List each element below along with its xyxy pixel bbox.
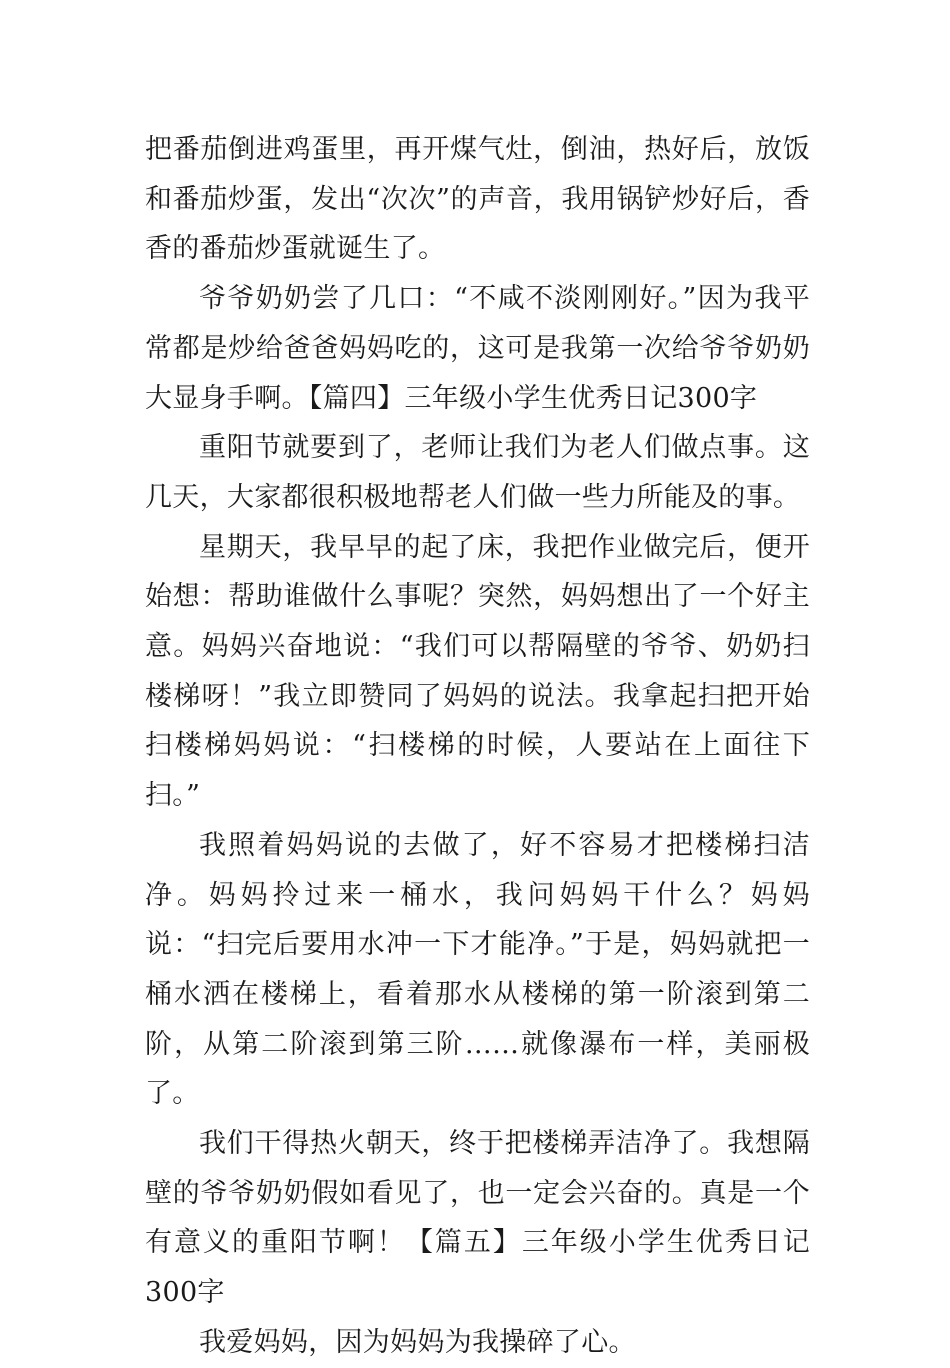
paragraph: 我照着妈妈说的去做了，好不容易才把楼梯扫洁净。妈妈拎过来一桶水，我问妈妈干什么？妈妈说：“扫完后要用水冲一下才能净。”于是，妈妈就把一桶水洒在楼梯上，看着那水从楼梯的第一阶滚到第二阶，从第二阶滚到第三阶……就像瀑布一样，美丽极了。 bbox=[145, 829, 810, 1110]
paragraph: 星期天，我早早的起了床，我把作业做完后，便开始想：帮助谁做什么事呢？突然，妈妈想出了一个好主意。妈妈兴奋地说：“我们可以帮隔壁的爷爷、奶奶扫楼梯呀！”我立即赞同了妈妈的说法。我拿起扫把开始扫楼梯妈妈说：“扫楼梯的时候，人要站在上面往下扫。” bbox=[145, 531, 810, 812]
paragraph: 我们干得热火朝天，终于把楼梯弄洁净了。我想隔壁的爷爷奶奶假如看见了，也一定会兴奋的。真是一个有意义的重阳节啊！【篇五】三年级小学生优秀日记300字 bbox=[145, 1128, 810, 1309]
paragraph: 把番茄倒进鸡蛋里，再开煤气灶，倒油，热好后，放饭和番茄炒蛋，发出“次次”的声音，我用锅铲炒好后，香香的番茄炒蛋就诞生了。 bbox=[145, 134, 810, 265]
paragraph: 重阳节就要到了，老师让我们为老人们做点事。这几天，大家都很积极地帮老人们做一些力所能及的事。 bbox=[145, 432, 810, 513]
paragraph: 我爱妈妈，因为妈妈为我操碎了心。 bbox=[199, 1326, 636, 1358]
body-text bbox=[145, 125, 810, 1368]
paragraph: 爷爷奶奶尝了几口：“不咸不淡刚刚好。”因为我平常都是炒给爸爸妈妈吃的，这可是我第一次给爷爷奶奶大显身手啊。【篇四】三年级小学生优秀日记300字 bbox=[145, 283, 810, 414]
